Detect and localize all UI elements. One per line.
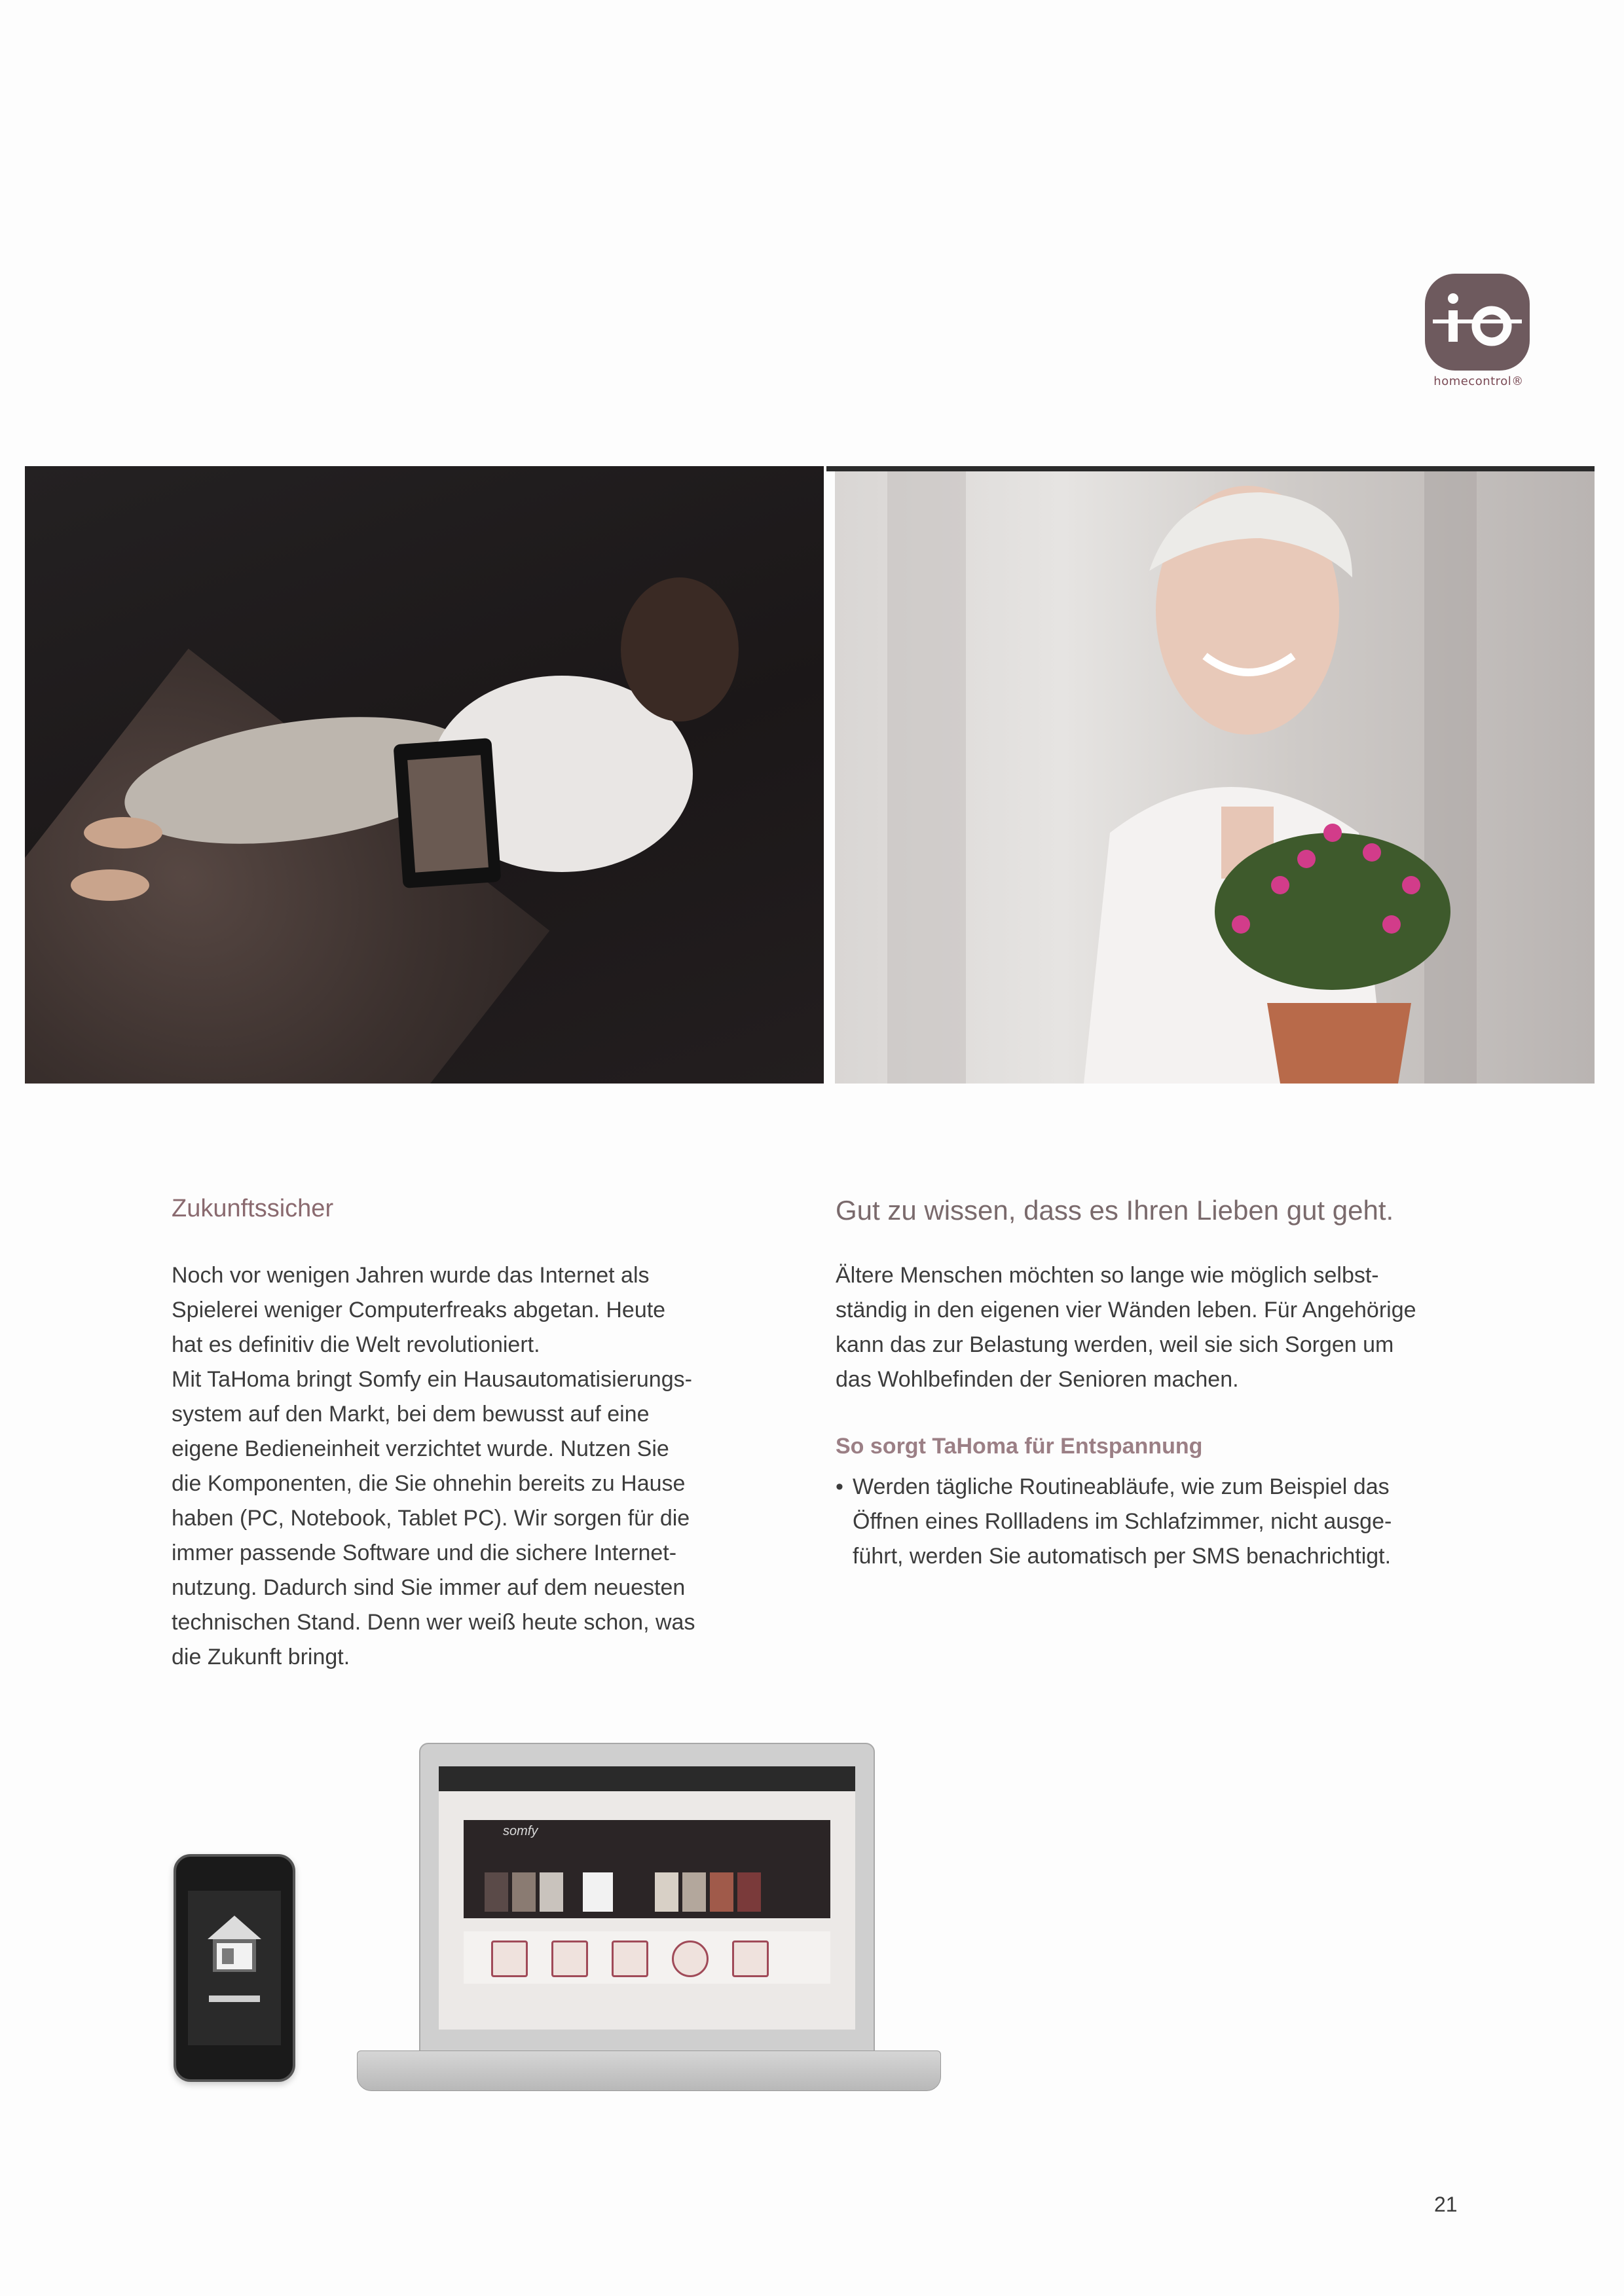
text-line: immer passende Software und die sichere Internet- xyxy=(172,1540,677,1565)
somfy-brand: somfy xyxy=(503,1824,538,1838)
photo-top-rule xyxy=(826,466,1595,471)
text-line: Werden tägliche Routineabläufe, wie zum Beispiel das xyxy=(853,1474,1390,1499)
woman-with-flowers-photo xyxy=(835,466,1595,1084)
tahoma-app-screen xyxy=(439,1766,855,2030)
heading-gut-zu-wissen: Gut zu wissen, dass es Ihren Lieben gut geht. xyxy=(836,1195,1394,1226)
text-line: haben (PC, Notebook, Tablet PC). Wir sorgen für die xyxy=(172,1506,690,1531)
page-number: 21 xyxy=(1434,2193,1458,2216)
bullet-item xyxy=(836,1470,1464,1574)
text-line: die Komponenten, die Sie ohnehin bereits zu Hause xyxy=(172,1471,686,1496)
woman-with-tablet-photo xyxy=(25,466,824,1084)
text-line: Öffnen eines Rollladens im Schlafzimmer, nicht ausge- xyxy=(853,1509,1392,1534)
text-line: Spielerei weniger Computerfreaks abgetan. Heute xyxy=(172,1298,666,1322)
text-line: ständig in den eigenen vier Wänden leben. Für Angehörige xyxy=(836,1298,1416,1322)
laptop-base xyxy=(357,2050,941,2091)
text-line: eigene Bedieneinheit verzichtet wurde. Nutzen Sie xyxy=(172,1436,669,1461)
photo-gap xyxy=(824,466,835,1084)
text-line: hat es definitiv die Welt revolutioniert. xyxy=(172,1332,540,1357)
text-line: Noch vor wenigen Jahren wurde das Internet als xyxy=(172,1263,650,1288)
text-line: die Zukunft bringt. xyxy=(172,1645,350,1669)
text-line: technischen Stand. Denn wer weiß heute schon, was xyxy=(172,1610,695,1635)
text-line: führt, werden Sie automatisch per SMS benachrichtigt. xyxy=(853,1544,1392,1569)
left-body-text xyxy=(172,1258,735,1675)
logo-tagline: homecontrol® xyxy=(1433,374,1524,388)
heading-zukunftssicher: Zukunftssicher xyxy=(172,1195,334,1222)
bullet-dot: • xyxy=(836,1474,843,1499)
text-line: Mit TaHoma bringt Somfy ein Hausautomatisierungs- xyxy=(172,1367,692,1392)
subheading-entspannung: So sorgt TaHoma für Entspannung xyxy=(836,1434,1203,1459)
text-line: Ältere Menschen möchten so lange wie möglich selbst- xyxy=(836,1263,1379,1288)
smartphone-image xyxy=(174,1854,295,2082)
laptop-image xyxy=(419,1743,875,2053)
text-line: das Wohlbefinden der Senioren machen. xyxy=(836,1367,1239,1392)
text-line: nutzung. Dadurch sind Sie immer auf dem neuesten xyxy=(172,1575,686,1600)
text-line: kann das zur Belastung werden, weil sie sich Sorgen um xyxy=(836,1332,1394,1357)
right-body-text xyxy=(836,1258,1458,1397)
text-line: system auf den Markt, bei dem bewusst auf eine xyxy=(172,1402,650,1427)
io-homecontrol-logo xyxy=(1425,274,1530,371)
